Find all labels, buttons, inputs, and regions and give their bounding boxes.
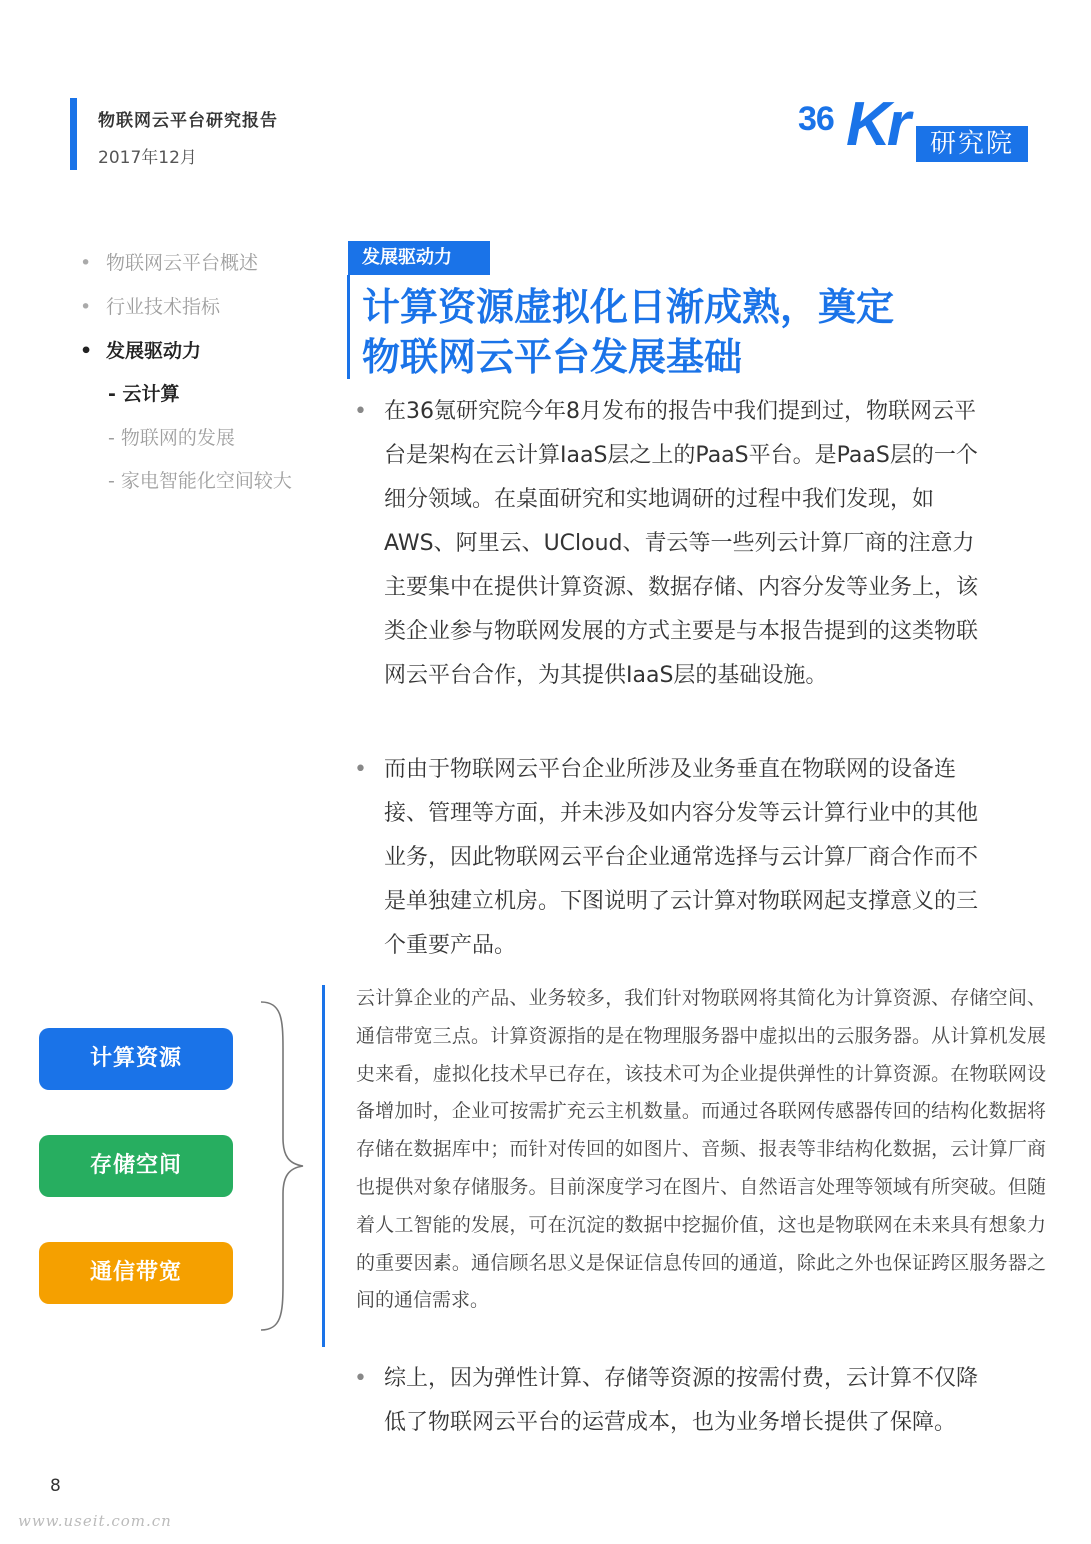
paragraph-2 bbox=[354, 748, 982, 968]
watermark: www.useit.com.cn bbox=[18, 1512, 172, 1530]
nav-sub-smart-appliances[interactable]: - 家电智能化空间较大 bbox=[108, 470, 292, 492]
paragraph-1 bbox=[354, 390, 982, 698]
diagram-note: 云计算企业的产品、业务较多，我们针对物联网将其简化为计算资源、存储空间、通信带宽三点。计算资源指的是在物理服务器中虚拟出的云服务器。从计算机发展史来看，虚拟化技术早已存在，该技术可为企业提供弹性的计算资源。在物联网设备增加时，企业可按需扩充云主机数量。而通过各联网传感器传回的结构化数据将存储在数据库中；而针对传回的如图片、音频、报表等非结构化数据，云计算厂商也提供对象存储服务。目前深度学习在图片、自然语言处理等领域有所突破。但随着人工智能的发展，可在沉淀的数据中挖掘价值，这也是物联网在未来具有想象力的重要因素。通信顾名思义是保证信息传回的通道，除此之外也保证跨区服务器之间的通信需求。 bbox=[356, 987, 1046, 1312]
bullet-point: • bbox=[354, 1366, 367, 1391]
logo-36kr-research bbox=[798, 90, 1030, 166]
nav-bullet: • bbox=[80, 340, 93, 362]
grouping-brace-icon bbox=[255, 998, 315, 1334]
report-date: 2017年12月 bbox=[98, 148, 197, 168]
report-title: 物联网云平台研究报告 bbox=[98, 111, 278, 131]
logo-box-text: 研究院 bbox=[916, 126, 1028, 162]
nav-bullet: • bbox=[80, 252, 92, 274]
page-number: 8 bbox=[50, 1476, 61, 1496]
product-compute: 计算资源 bbox=[39, 1028, 233, 1090]
nav-bullet: • bbox=[80, 296, 92, 318]
product-bandwidth: 通信带宽 bbox=[39, 1242, 233, 1304]
nav-sub-iot-development[interactable]: - 物联网的发展 bbox=[108, 427, 235, 449]
logo-letters: Kr bbox=[846, 90, 907, 159]
nav-item-label: 行业技术指标 bbox=[106, 296, 221, 318]
heading-accent-bar bbox=[347, 275, 350, 379]
heading-line-1: 计算资源虚拟化日渐成熟，奠定 bbox=[362, 285, 895, 329]
paragraph-text: 综上，因为弹性计算、存储等资源的按需付费，云计算不仅降低了物联网云平台的运营成本，也为业务增长提供了保障。 bbox=[384, 1366, 979, 1435]
nav-item-tech-metrics[interactable] bbox=[80, 292, 220, 319]
product-storage: 存储空间 bbox=[39, 1135, 233, 1197]
paragraph-text: 而由于物联网云平台企业所涉及业务垂直在物联网的设备连接、管理等方面，并未涉及如内容分发等云计算行业中的其他业务，因此物联网云平台企业通常选择与云计算厂商合作而不是单独建立机房。下图说明了云计算对物联网起支撑意义的三个重要产品。 bbox=[384, 757, 979, 958]
nav-item-drivers[interactable] bbox=[80, 336, 201, 363]
bullet-point: • bbox=[354, 757, 367, 782]
nav-item-label: 物联网云平台概述 bbox=[106, 252, 259, 274]
section-heading bbox=[362, 282, 1062, 382]
heading-line-2: 物联网云平台发展基础 bbox=[362, 335, 743, 379]
section-tag: 发展驱动力 bbox=[348, 241, 490, 275]
header-accent-bar bbox=[70, 98, 77, 170]
nav-item-overview[interactable] bbox=[80, 248, 258, 275]
note-accent-bar bbox=[322, 985, 325, 1347]
nav-item-label: 发展驱动力 bbox=[106, 340, 202, 362]
bullet-point: • bbox=[354, 399, 367, 424]
nav-sub-cloud-computing[interactable]: - 云计算 bbox=[108, 383, 180, 405]
paragraph-text: 在36氪研究院今年8月发布的报告中我们提到过，物联网云平台是架构在云计算IaaS层之上的PaaS平台。是PaaS层的一个细分领域。在桌面研究和实地调研的过程中我们发现，如AWS、阿里云、UCloud、青云等一些列云计算厂商的注意力主要集中在提供计算资源、数据存储、内容分发等业务上，该类企业参与物联网发展的方式主要是与本报告提到的这类物联网云平台合作，为其提供IaaS层的基础设施。 bbox=[384, 399, 979, 688]
logo-number: 36 bbox=[798, 100, 834, 138]
paragraph-3 bbox=[354, 1357, 982, 1445]
